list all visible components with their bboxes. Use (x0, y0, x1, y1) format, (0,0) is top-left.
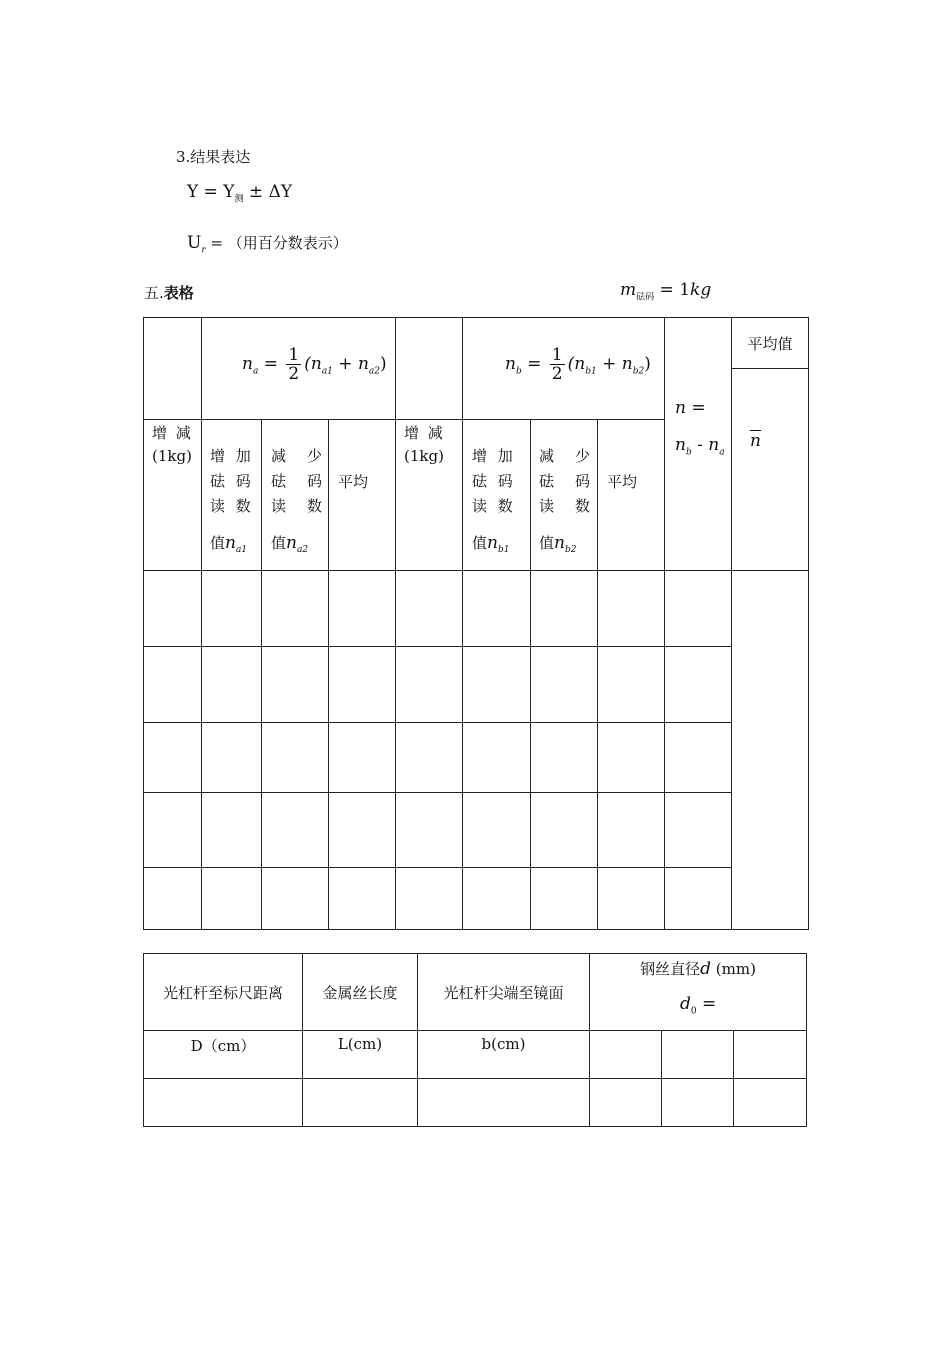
table-section-title: 五.表格 (144, 284, 194, 302)
table-cell[interactable] (662, 1079, 734, 1127)
table-cell[interactable] (665, 868, 732, 930)
table-cell[interactable] (662, 1031, 734, 1079)
table-cell[interactable] (144, 1079, 303, 1127)
header-lever-tip-to-mirror: 光杠杆尖端至镜面 (418, 954, 590, 1031)
table-cell[interactable] (396, 647, 463, 723)
section-heading: 3.结果表达 (176, 148, 251, 166)
n-difference-header: n = $n_b - n_a$ (665, 318, 732, 571)
table-cell[interactable] (463, 793, 531, 868)
table-cell[interactable] (202, 571, 262, 647)
inc-dec-header-a: 增 减 (1kg) (144, 318, 202, 420)
table-cell[interactable] (598, 647, 665, 723)
table-cell[interactable] (531, 793, 598, 868)
formula-ur: $U_r$ = （用百分数表示） (187, 233, 348, 256)
table-cell[interactable] (329, 868, 396, 930)
table-cell[interactable] (144, 793, 202, 868)
col-average-a: 平均 (329, 420, 396, 571)
table-cell[interactable] (665, 571, 732, 647)
table-cell[interactable] (144, 868, 202, 930)
table-cell[interactable] (734, 1031, 807, 1079)
unit-l: L(cm) (303, 1031, 418, 1079)
header-wire-length: 金属丝长度 (303, 954, 418, 1031)
table-cell[interactable] (734, 1079, 807, 1127)
col-add-weight-a: 增 加 砝 码 读 数 值$n_{a1}$ (202, 420, 262, 571)
table-cell[interactable] (590, 1031, 662, 1079)
table-cell[interactable] (665, 647, 732, 723)
table-cell[interactable] (463, 647, 531, 723)
formula-y: $Y = Y_测 \pm \Delta Y$ (187, 182, 293, 205)
mass-formula: $m_{砝码} = 1kg$ (620, 280, 712, 303)
table-cell[interactable] (262, 723, 329, 793)
table-cell[interactable] (665, 723, 732, 793)
average-value-header: 平均值 (732, 318, 809, 369)
table-cell[interactable] (418, 1079, 590, 1127)
table-cell[interactable] (531, 571, 598, 647)
table-cell[interactable] (396, 868, 463, 930)
na-formula-header: $n_a$ = $\frac{1}{2}$ $(n_{a1} + n_{a2})$ (202, 318, 396, 420)
table-cell[interactable] (329, 793, 396, 868)
table-cell[interactable] (598, 723, 665, 793)
header-lever-to-scale: 光杠杆至标尺距离 (144, 954, 303, 1031)
unit-b: b(cm) (418, 1031, 590, 1079)
table-cell[interactable] (463, 723, 531, 793)
table-cell[interactable] (396, 571, 463, 647)
table-cell[interactable] (262, 793, 329, 868)
table-cell[interactable] (590, 1079, 662, 1127)
table-cell[interactable] (531, 868, 598, 930)
table-cell[interactable] (329, 571, 396, 647)
col-sub-weight-b: 减 少 砝 码 读 数 值$n_{b2}$ (531, 420, 598, 571)
table-cell[interactable] (144, 647, 202, 723)
table-cell[interactable] (202, 793, 262, 868)
table-cell[interactable] (202, 868, 262, 930)
table-cell[interactable] (396, 793, 463, 868)
table-cell[interactable] (262, 868, 329, 930)
table-cell[interactable] (598, 793, 665, 868)
table-cell[interactable] (665, 793, 732, 868)
table-cell[interactable] (202, 647, 262, 723)
table-cell[interactable] (329, 647, 396, 723)
col-sub-weight-a: 减 少 砝 码 读 数 值$n_{a2}$ (262, 420, 329, 571)
table-cell[interactable] (463, 571, 531, 647)
table-cell[interactable] (598, 571, 665, 647)
table-cell[interactable] (531, 723, 598, 793)
table-cell[interactable] (303, 1079, 418, 1127)
measurement-table (143, 317, 809, 930)
header-wire-diameter: 钢丝直径d (mm) $d_0$ = (590, 954, 807, 1031)
table-cell[interactable] (531, 647, 598, 723)
table-cell[interactable] (262, 571, 329, 647)
table-cell[interactable] (144, 571, 202, 647)
unit-d: D（cm） (144, 1031, 303, 1079)
table-cell[interactable] (144, 723, 202, 793)
dimension-table (143, 953, 807, 1127)
inc-dec-header-b: 增 减 (1kg) (396, 318, 463, 420)
col-average-b: 平均 (598, 420, 665, 571)
col-add-weight-b: 增 加 砝 码 读 数 值$n_{b1}$ (463, 420, 531, 571)
nb-formula-header: $n_b$ = $\frac{1}{2}$ $(n_{b1} + n_{b2})$ (463, 318, 665, 420)
table-cell[interactable] (262, 647, 329, 723)
table-cell[interactable] (396, 723, 463, 793)
table-cell[interactable] (202, 723, 262, 793)
table-cell[interactable] (329, 723, 396, 793)
table-cell[interactable] (463, 868, 531, 930)
n-bar-header: $\overline{n}$ (732, 369, 809, 571)
table-cell[interactable] (598, 868, 665, 930)
average-value-cell[interactable] (732, 571, 809, 930)
